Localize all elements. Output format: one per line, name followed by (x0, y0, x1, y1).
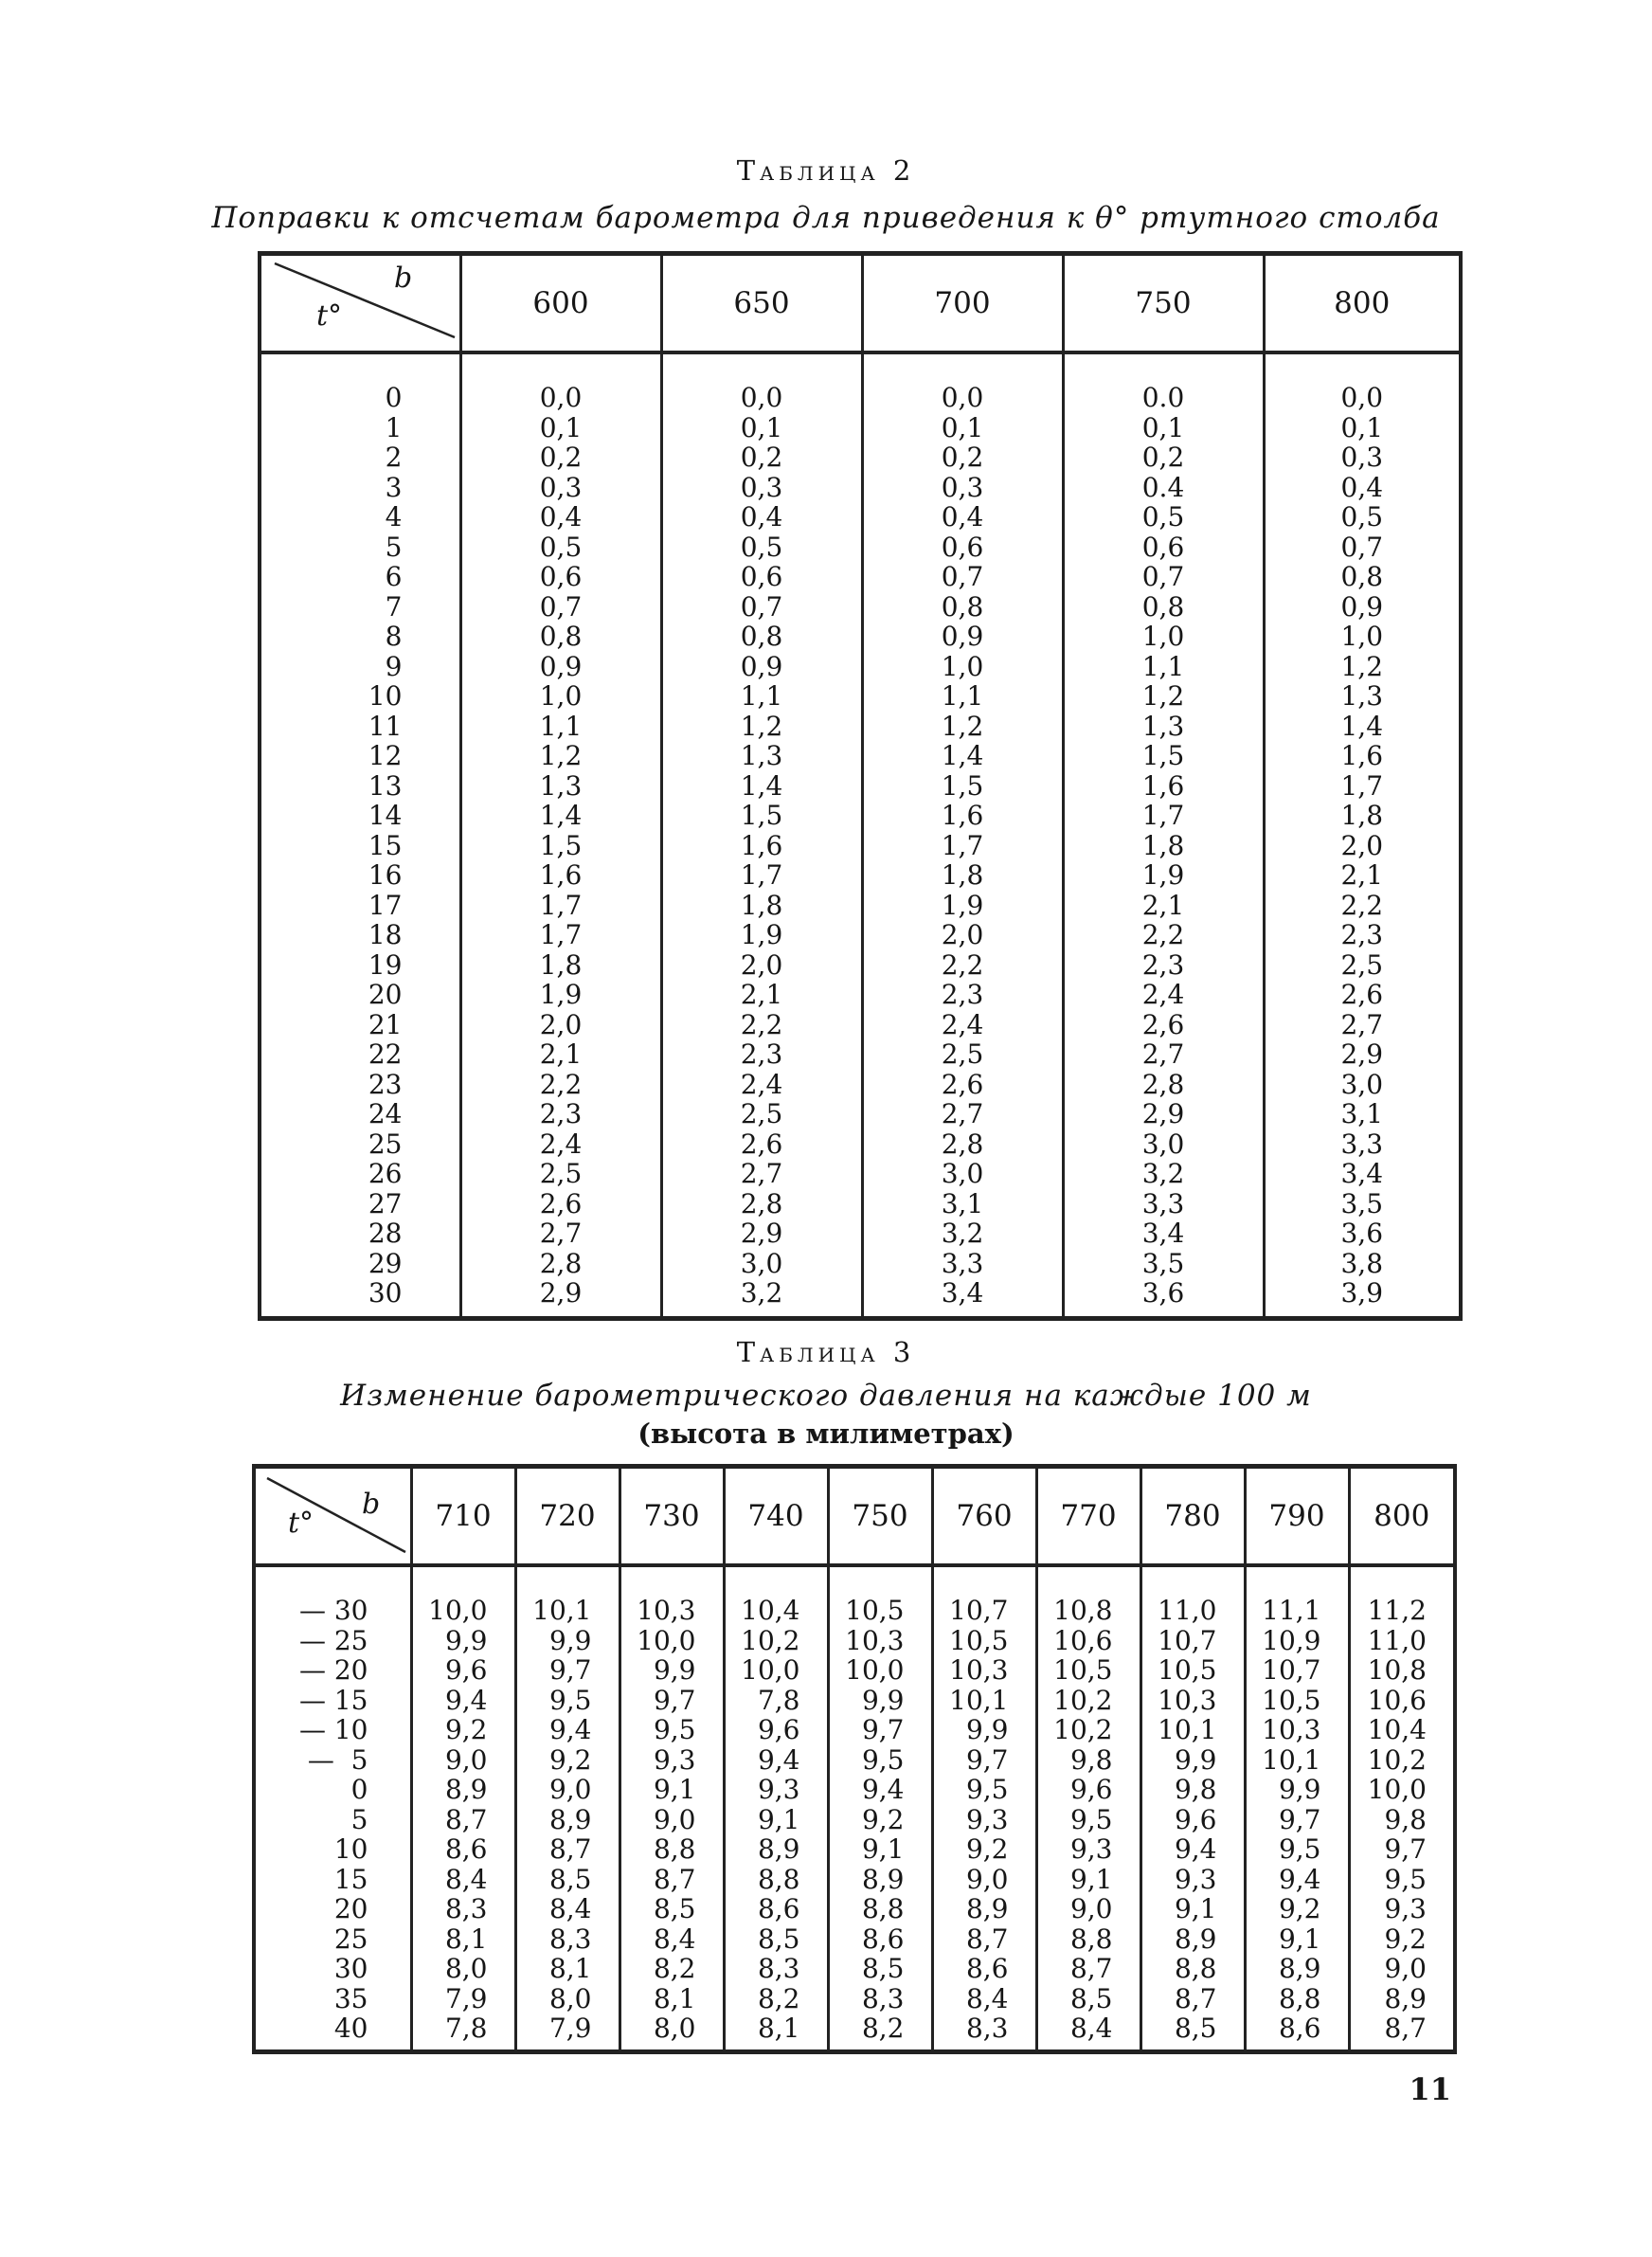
table3-col-header: 740 (724, 1467, 828, 1566)
table3-value-column: 10,5 10,3 10,0 9,9 9,7 9,5 9,4 9,2 9,1 8,9 8,8 8,6 8,5 8,3 8,2 (828, 1565, 932, 2044)
table2-body (260, 352, 1461, 1309)
table3-col-header: 790 (1245, 1467, 1349, 1566)
table3-body (254, 1565, 1455, 2044)
table3-heading: Таблица 3 (736, 1336, 916, 1368)
table2-corner-b: b (394, 262, 413, 295)
table2-corner-cell (260, 254, 460, 353)
table2-subtitle: Поправки к отсчетам барометра для приведения к θ° ртутного столба (211, 201, 1441, 235)
table3-value-column: 10,0 9,9 9,6 9,4 9,2 9,0 8,9 8,7 8,6 8,4 8,3 8,1 8,0 7,9 7,8 (411, 1565, 515, 2044)
table3-value-column: 10,3 10,0 9,9 9,7 9,5 9,3 9,1 9,0 8,8 8,7 8,5 8,4 8,2 8,1 8,0 (620, 1565, 724, 2044)
table2-heading: Таблица 2 (736, 154, 916, 187)
table2-value-column: 0,0 0,1 0,2 0,3 0,4 0,5 0,6 0,7 0,8 0,9 1,0 1,1 1,2 1,3 1,4 1,5 1,6 1,7 1,7 1,8 1,9 2,0 2,1 2,2 2,3 2,4 2,5 2,6 2,7 2,8 2,9 (460, 352, 661, 1309)
table3-value-column: 10,8 10,6 10,5 10,2 10,2 9,8 9,6 9,5 9,3 9,1 9,0 8,8 8,7 8,5 8,4 (1036, 1565, 1140, 2044)
table2-header-row (260, 254, 1461, 353)
table2-value-column: 0,0 0,1 0,3 0,4 0,5 0,7 0,8 0,9 1,0 1,2 1,3 1,4 1,6 1,7 1,8 2,0 2,1 2,2 2,3 2,5 2,6 2,7 2,9 3,0 3,1 3,3 3,4 3,5 3,6 3,8 3,9 (1264, 352, 1461, 1309)
table3-col-header: 800 (1349, 1467, 1455, 1566)
table3-corner-b: b (362, 1488, 381, 1521)
table3-col-header: 720 (515, 1467, 620, 1566)
table2-col-header: 650 (661, 254, 862, 353)
table3-value-column: 11,0 10,7 10,5 10,3 10,1 9,9 9,8 9,6 9,4 9,3 9,1 8,9 8,8 8,7 8,5 (1140, 1565, 1245, 2044)
page-number: 11 (1409, 2071, 1451, 2107)
table3-note: (высота в милиметрах) (637, 1417, 1015, 1450)
diagonal-divider (261, 256, 462, 351)
table3-col-header: 710 (411, 1467, 515, 1566)
table2-col-header: 700 (862, 254, 1063, 353)
table3-corner-t: t° (288, 1507, 314, 1540)
table3-t-column: — 30 — 25 — 20 — 15 — 10 — 5 0 5 10 15 20 25 30 35 40 (298, 1595, 368, 2044)
table2-value-column: 0.0 0,1 0,2 0.4 0,5 0,6 0,7 0,8 1,0 1,1 1,2 1,3 1,5 1,6 1,7 1,8 1,9 2,1 2,2 2,3 2,4 2,6 2,7 2,8 2,9 3,0 3,2 3,3 3,4 3,5 3,6 (1063, 352, 1264, 1309)
table3-col-header: 770 (1036, 1467, 1140, 1566)
table2-col-header: 600 (460, 254, 661, 353)
table2-col-header: 800 (1264, 254, 1461, 353)
table3-corner-cell (254, 1467, 411, 1566)
table3-value-column: 10,7 10,5 10,3 10,1 9,9 9,7 9,5 9,3 9,2 9,0 8,9 8,7 8,6 8,4 8,3 (932, 1565, 1036, 2044)
table3-value-column: 11,2 11,0 10,8 10,6 10,4 10,2 10,0 9,8 9,7 9,5 9,3 9,2 9,0 8,9 8,7 (1349, 1565, 1455, 2044)
table3-value-column: 11,1 10,9 10,7 10,5 10,3 10,1 9,9 9,7 9,5 9,4 9,2 9,1 8,9 8,8 8,6 (1245, 1565, 1349, 2044)
table3-col-header: 760 (932, 1467, 1036, 1566)
table3-subtitle: Изменение барометрического давления на каждые 100 м (340, 1379, 1312, 1413)
table3-col-header: 730 (620, 1467, 724, 1566)
table2 (258, 251, 1463, 1321)
table3-col-header: 780 (1140, 1467, 1245, 1566)
table3-value-column: 10,4 10,2 10,0 7,8 9,6 9,4 9,3 9,1 8,9 8,8 8,6 8,5 8,3 8,2 8,1 (724, 1565, 828, 2044)
table2-t-column: 0 1 2 3 4 5 6 7 8 9 10 11 12 13 14 15 16 17 18 19 20 21 22 23 24 25 26 27 28 29 30 (368, 382, 403, 1309)
table2-value-column: 0,0 0,1 0,2 0,3 0,4 0,5 0,6 0,7 0,8 0,9 1,1 1,2 1,3 1,4 1,5 1,6 1,7 1,8 1,9 2,0 2,1 2,2 2,3 2,4 2,5 2,6 2,7 2,8 2,9 3,0 3,2 (661, 352, 862, 1309)
table3 (252, 1464, 1457, 2054)
table2-value-column: 0,0 0,1 0,2 0,3 0,4 0,6 0,7 0,8 0,9 1,0 1,1 1,2 1,4 1,5 1,6 1,7 1,8 1,9 2,0 2,2 2,3 2,4 2,5 2,6 2,7 2,8 3,0 3,1 3,2 3,3 3,4 (862, 352, 1063, 1309)
table3-col-header: 750 (828, 1467, 932, 1566)
table2-corner-t: t° (316, 299, 343, 333)
table3-header-row (254, 1467, 1455, 1566)
table3-value-column: 10,1 9,9 9,7 9,5 9,4 9,2 9,0 8,9 8,7 8,5 8,4 8,3 8,1 8,0 7,9 (515, 1565, 620, 2044)
diagonal-divider (256, 1469, 413, 1563)
table2-col-header: 750 (1063, 254, 1264, 353)
